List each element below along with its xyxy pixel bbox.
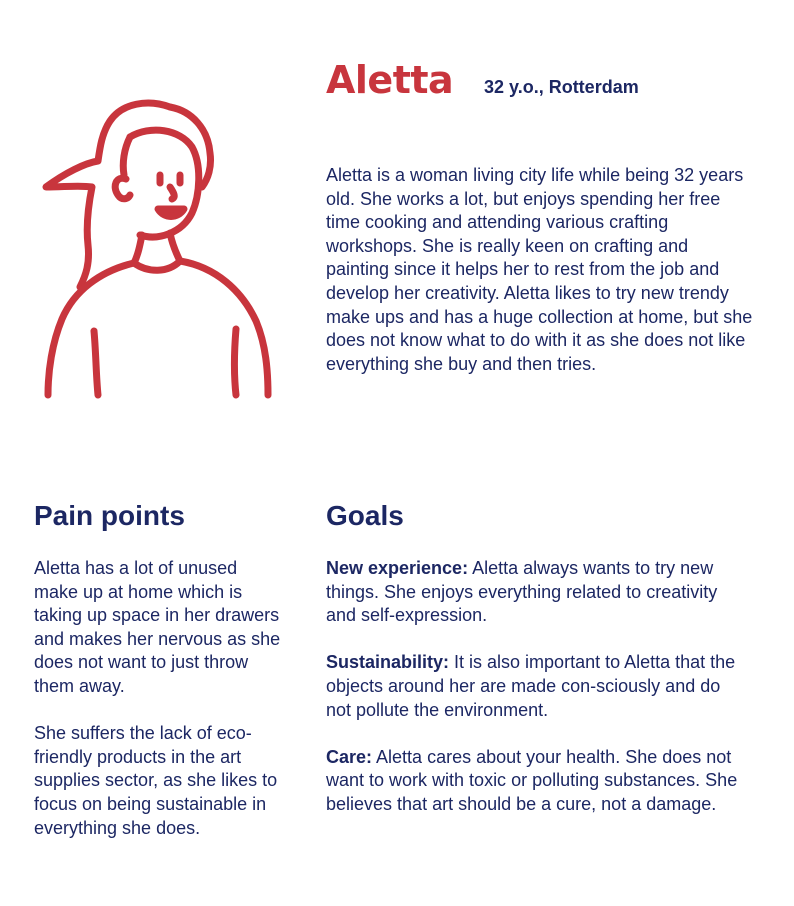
goals-title: Goals [326,500,404,531]
persona-meta: 32 y.o., Rotterdam [484,77,639,97]
goal-item [326,557,746,628]
pain-points-text [34,557,284,864]
goal-label: Care: [326,746,373,767]
persona-bio: Aletta is a woman living city life while being 32 years old. She works a lot, but enjoys spending her free time cooking and attending various crafting workshops. She is really keen on crafting and painting since it helps her to rest from the job and develop her creativity. Aletta likes to try new trendy make ups and has a huge collection at home, but she does not know what to do with it as she does not like everything she buy and then tries. [326,165,753,374]
goal-item [326,746,746,817]
pain-point-paragraph: Aletta has a lot of unused make up at home which is taking up space in her drawers and makes her nervous as she does not want to just throw them away. [34,558,281,696]
goal-description: Aletta cares about your health. She does not want to work with toxic or polluting substances. She believes that art should be a cure, not a damage. [326,746,738,814]
pain-points-title: Pain points [34,500,185,531]
goal-item [326,651,746,722]
goal-label: New experience: [326,558,469,578]
goal-label: Sustainability: [326,652,450,673]
goals-text [326,557,746,840]
persona-name: Aletta [326,58,454,102]
goal-description: Aletta always wants to try new things. She enjoys everything related to creativity and self-expression. [326,558,718,626]
pain-point-paragraph: She suffers the lack of eco-friendly products in the art supplies sector, as she likes to focus on being sustainable in everything she does. [34,723,278,838]
woman-line-drawing-icon [30,95,280,400]
goal-description: It is also important to Aletta that the objects around her are made con-sciously and do not pollute the environment. [326,652,736,720]
